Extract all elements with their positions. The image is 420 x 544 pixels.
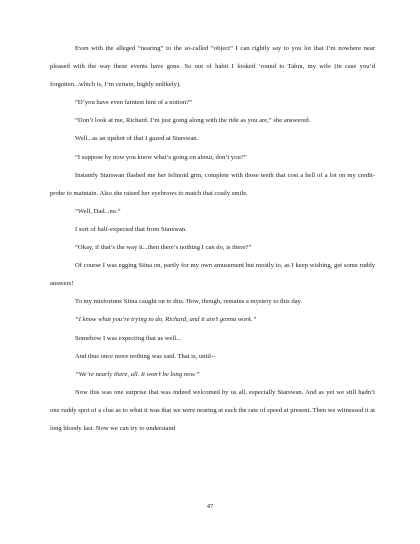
paragraph: “I suppose by now you know what’s going on about, don’t you?”	[75, 153, 247, 161]
paragraph: “Well, Dad...no.”	[75, 207, 121, 215]
page-number: 47	[206, 503, 214, 510]
paragraph: And thus once more nothing was said. That is, until--	[75, 352, 216, 360]
paragraph: Somehow I was expecting that as well...	[75, 334, 182, 342]
paragraph: I sort of half-expected that from Starswan.	[75, 225, 187, 233]
paragraph: Well...as an upshot of that I gazed at Starswan.	[75, 135, 199, 143]
paragraph: Even with the alleged “nearing” to the so-called “object” I can rightly say to you lot that I’m nowhere near pleased with the way these events have gone. So out of habit I looked ‘round to Tabra, my wife (in case you’d forgotten...which is, I’m certain, highly unlikely).	[50, 45, 375, 89]
paragraph: “Okay, if that’s the way it...then there’s nothing I can do, is there?”	[75, 244, 252, 252]
paragraph: Instantly Starswan flashed me her felinoid grin, complete with those teeth that cost a hell of a lot on my credit-probe to maintain. Also she raised her eyebrows to match that costly smile.	[50, 171, 375, 197]
italic-dialogue: “We’re nearly there, all. It won’t be long now.”	[75, 370, 200, 378]
paragraph: “D’you have even faintest hint of a notion?”	[75, 99, 192, 107]
paragraph: To my misfortune Siina caught on to this. How, though, remains a mystery to this day.	[75, 298, 303, 306]
paragraph: Of course I was egging Siina on, partly for my own amusement but mostly to, as I keep wishing, get some ruddy answers!	[50, 262, 375, 288]
paragraph: Now this was one surprise that was indeed welcomed by us all, especially Starswan. And as yet we still hadn’t one ruddy spot of a clue as to what it was that we were nearing at such the rate of speed at present. Then we witnessed it at long bloody last. Now we can try to understand	[50, 388, 375, 432]
italic-dialogue: “I know what you’re trying to do, Richard, and it ain’t gonna work.”	[75, 316, 257, 324]
body-text	[50, 40, 375, 438]
paragraph: “Don’t look at me, Richard. I’m just going along with the ride as you are,” she answered.	[75, 117, 311, 125]
